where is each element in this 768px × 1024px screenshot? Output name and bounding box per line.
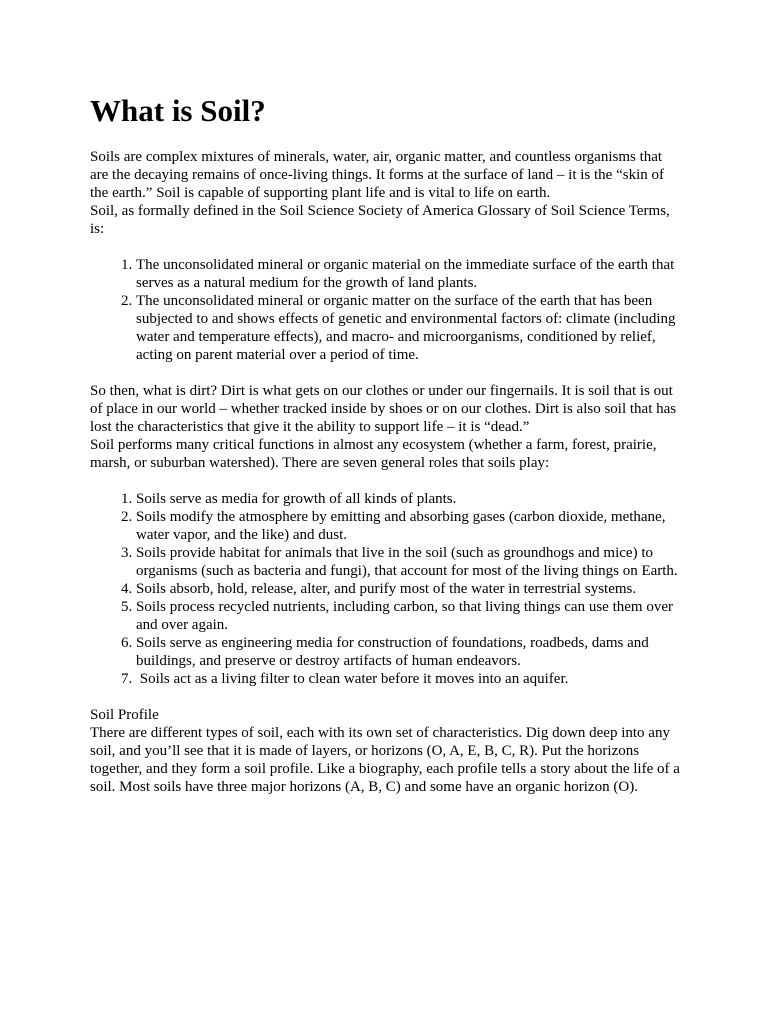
role-item: 2. Soils modify the atmosphere by emitting and absorbing gases (carbon dioxide, methane, water vapor, and the like) and dust. bbox=[136, 508, 680, 544]
soil-profile-paragraph: There are different types of soil, each with its own set of characteristics. Dig down deep into any soil, and you’ll see that it is made of layers, or horizons (O, A, E, B, C, R). Put the horizons together, and they form a soil profile. Like a biography, each profile tells a story about the life of a soil. Most soils have three major horizons (A, B, C) and some have an organic horizon (O). bbox=[90, 725, 680, 796]
spacer bbox=[90, 364, 680, 382]
spacer bbox=[90, 472, 680, 490]
spacer bbox=[90, 238, 680, 256]
role-item: 1. Soils serve as media for growth of all kinds of plants. bbox=[136, 490, 680, 508]
role-item: 5. Soils process recycled nutrients, including carbon, so that living things can use them over and over again. bbox=[136, 598, 680, 634]
intro-paragraph: Soils are complex mixtures of minerals, water, air, organic matter, and countless organisms that are the decaying remains of once-living things. It forms at the surface of land – it is the “skin of the earth.” Soil is capable of supporting plant life and is vital to life on earth. bbox=[90, 149, 664, 202]
dirt-paragraph: So then, what is dirt? Dirt is what gets on our clothes or under our fingernails. It is soil that is out of place in our world – whether tracked inside by shoes or on our clothes. Dirt is also soil that has lost the characteristics that give it the ability to support life – it is “dead.” bbox=[90, 383, 677, 436]
role-item: 7. Soils act as a living filter to clean water before it moves into an aquifer. bbox=[136, 670, 680, 688]
functions-paragraph: Soil performs many critical functions in almost any ecosystem (whether a farm, forest, prairie, marsh, or suburban watershed). There are seven general roles that soils play: bbox=[90, 437, 657, 472]
spacer bbox=[90, 688, 680, 706]
roles-list bbox=[90, 490, 680, 688]
definition-item: 2. The unconsolidated mineral or organic matter on the surface of the earth that has been subjected to and shows effects of genetic and environmental factors of: climate (including water and temperature effects), and macro- and microorganisms, conditioned by relief, acting on parent material over a period of time. bbox=[136, 292, 680, 364]
soil-profile-heading: Soil Profile bbox=[90, 707, 159, 724]
definition-intro-paragraph: Soil, as formally defined in the Soil Science Society of America Glossary of Soil Science Terms, is: bbox=[90, 203, 670, 238]
role-item: 4. Soils absorb, hold, release, alter, and purify most of the water in terrestrial systems. bbox=[136, 580, 680, 598]
page-title: What is Soil? bbox=[90, 93, 266, 128]
role-item: 6. Soils serve as engineering media for construction of foundations, roadbeds, dams and buildings, and preserve or destroy artifacts of human endeavors. bbox=[136, 634, 680, 670]
definition-item: 1. The unconsolidated mineral or organic material on the immediate surface of the earth that serves as a natural medium for the growth of land plants. bbox=[136, 256, 680, 292]
definitions-list bbox=[90, 256, 680, 364]
role-item: 3. Soils provide habitat for animals that live in the soil (such as groundhogs and mice) to organisms (such as bacteria and fungi), that account for most of the living things on Earth. bbox=[136, 544, 680, 580]
